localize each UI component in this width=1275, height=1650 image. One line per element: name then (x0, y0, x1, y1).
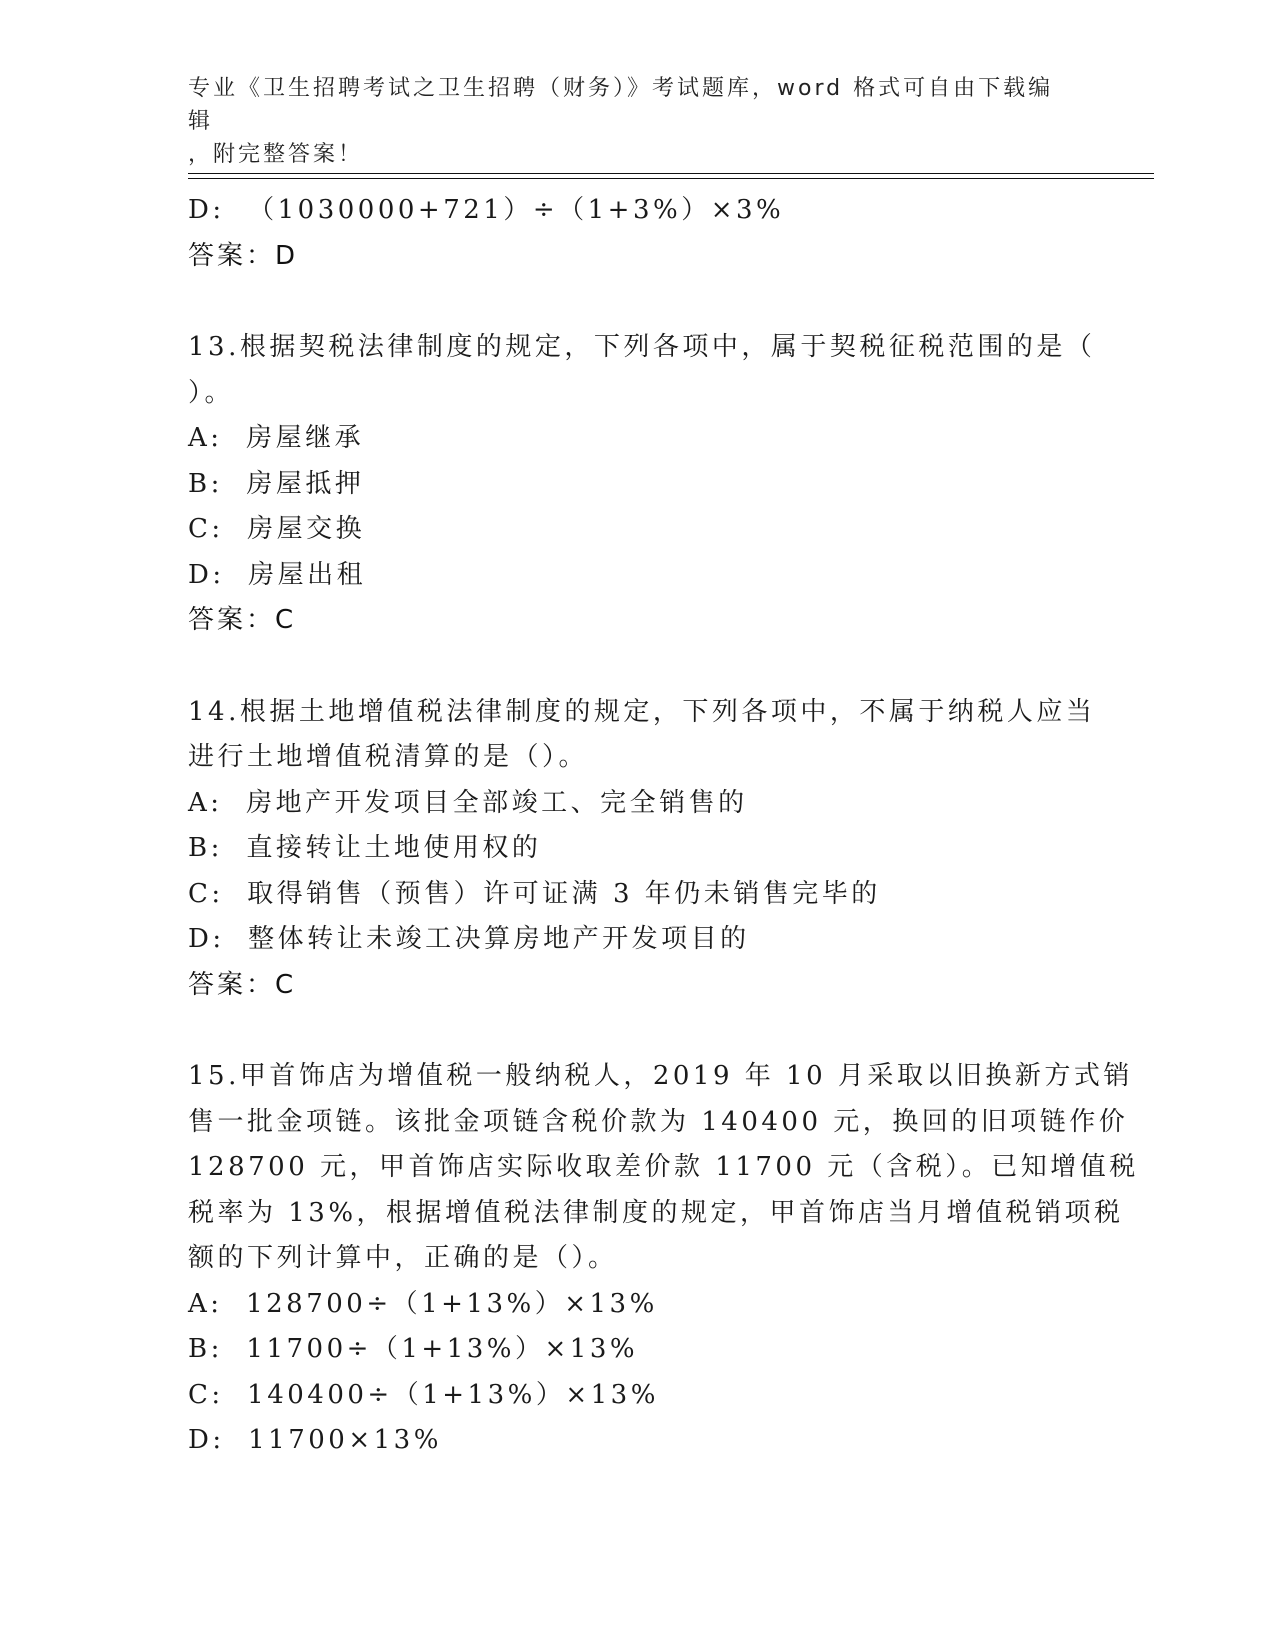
answer-line: 答案：C (188, 605, 297, 635)
question-stem-line: 128700 元，甲首饰店实际收取差价款 11700 元（含税）。已知增值税 (188, 1152, 1139, 1182)
header-divider-top (188, 173, 1154, 174)
option-b: B: 房屋抵押 (188, 468, 365, 499)
question-stem-line: 14.根据土地增值税法律制度的规定，下列各项中，不属于纳税人应当 (188, 696, 1096, 727)
question-stem-line: 额的下列计算中，正确的是（）。 (188, 1243, 618, 1273)
spacer (188, 1008, 1088, 1054)
question-stem-line: 15.甲首饰店为增值税一般纳税人，2019 年 10 月采取以旧换新方式销 (188, 1061, 1133, 1091)
page-header (188, 72, 1068, 171)
question-stem-line: 13.根据契税法律制度的规定，下列各项中，属于契税征税范围的是（ (188, 332, 1096, 362)
option-b: B: 直接转让土地使用权的 (188, 833, 542, 863)
option-c: C: 房屋交换 (188, 514, 366, 544)
previous-question-tail (188, 188, 1088, 279)
header-line-1: 专业《卫生招聘考试之卫生招聘（财务）》考试题库，word 格式可自由下载编辑 (188, 76, 1054, 134)
option-d: D: 11700×13% (188, 1425, 442, 1455)
question-stem-line: ）。 (188, 377, 235, 408)
option-d: D: 房屋出租 (188, 559, 367, 590)
option-a: A: 房屋继承 (188, 423, 365, 453)
question-14 (188, 690, 1096, 1009)
spacer (188, 644, 1088, 690)
question-stem-line: 进行土地增值税清算的是（）。 (188, 742, 589, 772)
option-d: D: 整体转让未竣工决算房地产开发项目的 (188, 924, 750, 954)
document-body (188, 188, 1139, 1464)
header-divider-bottom (188, 178, 1154, 179)
option-a: A: 房地产开发项目全部竣工、完全销售的 (188, 787, 748, 818)
header-line-2: ，附完整答案！ (188, 142, 364, 167)
question-15 (188, 1054, 1139, 1464)
answer-line: 答案：D (188, 240, 299, 271)
option-c: C: 140400÷（1+13%）×13% (188, 1379, 659, 1410)
question-13 (188, 325, 1096, 644)
option-d: D: （1030000+721）÷（1+3%）×3% (188, 195, 785, 225)
option-a: A: 128700÷（1+13%）×13% (188, 1288, 658, 1319)
question-stem-line: 售一批金项链。该批金项链含税价款为 140400 元，换回的旧项链作价 (188, 1106, 1129, 1137)
question-stem-line: 税率为 13%，根据增值税法律制度的规定，甲首饰店当月增值税销项税 (188, 1197, 1124, 1228)
answer-line: 答案：C (188, 969, 297, 1000)
spacer (188, 279, 1088, 325)
option-b: B: 11700÷（1+13%）×13% (188, 1334, 639, 1364)
option-c: C: 取得销售（预售）许可证满 3 年仍未销售完毕的 (188, 878, 881, 909)
